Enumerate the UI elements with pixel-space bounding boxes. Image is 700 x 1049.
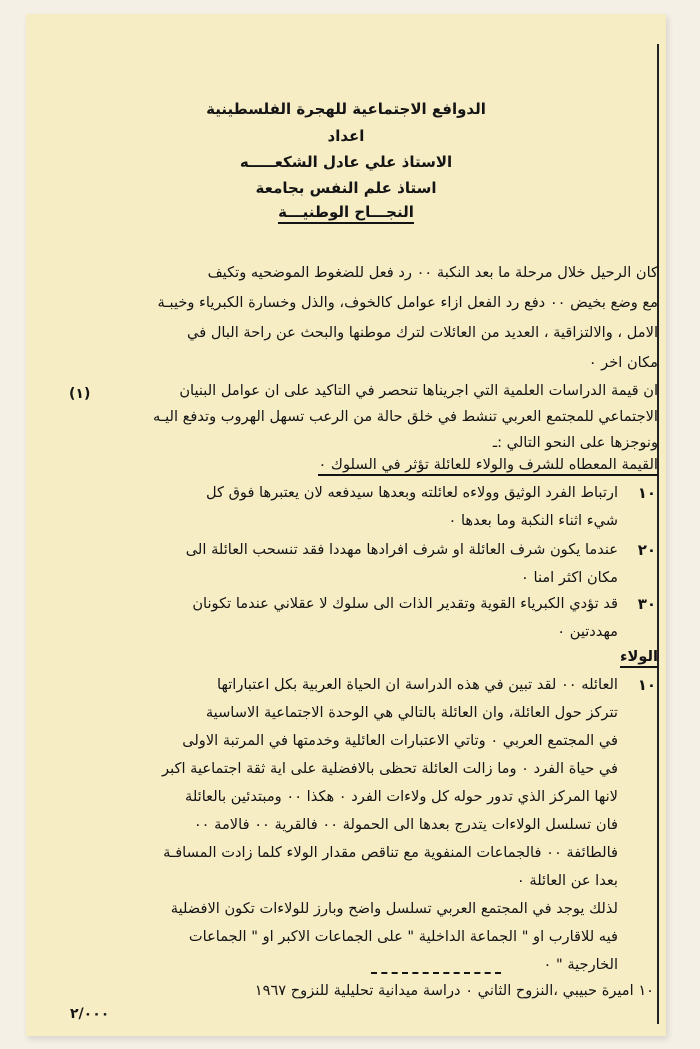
- prepared-by-label: اعداد: [327, 127, 365, 145]
- loyalty-line-3: في المجتمع العربي ٠ وتاتي الاعتبارات العائلية وخدمتها في المرتبة الاولى: [182, 732, 618, 749]
- item-number: ١٠: [637, 484, 656, 502]
- closing-line-2: فيه للاقارب او " الجماعة الداخلية " على الجماعات الاكبر او " الجماعات: [188, 928, 618, 945]
- footnote-separator: [371, 972, 501, 974]
- closing-line-1: لذلك يوجد في المجتمع العربي تسلسل واضح وبارز للولاءات تكون الافضلية: [170, 900, 618, 917]
- author-name: الاستاذ علي عادل الشكعـــــه: [239, 153, 453, 171]
- intro-line-3: الامل ، والالتزاقية ، العديد من العائلات لترك موطنها والبحث عن راحة البال في: [187, 324, 658, 341]
- document-title: الدوافع الاجتماعية للهجرة الفلسطينية: [206, 100, 486, 118]
- university-name: النجـــاح الوطنيـــة: [278, 203, 414, 224]
- loyalty-line-8: بعدا عن العائلة ٠: [516, 872, 618, 889]
- item1-line-1: ارتباط الفرد الوثيق وولاءه لعائلته وبعدها سيدفعه لان يعتبرها فوق كل: [205, 484, 618, 501]
- loyalty-line-2: تتركز حول العائلة، وان العائلة بالتالي هي الوحدة الاجتماعية الاساسية: [205, 704, 618, 721]
- footnote-reference: (١): [69, 386, 91, 402]
- author-position: استاذ علم النفس بجامعة: [255, 179, 437, 197]
- item2-line-2: مكان اكثر امنا ٠: [521, 569, 618, 586]
- intro-line-1: كان الرحيل خلال مرحلة ما بعد النكبة ٠٠ رد فعل للضغوط الموضحيه وتكيف: [207, 264, 658, 281]
- para2-line-2: الاجتماعي للمجتمع العربي تنشط في خلق حالة من الرعب تسهل الهروب وتدفع اليـه: [153, 408, 658, 425]
- intro-line-2: مع وضع بخيض ٠٠ دفع رد الفعل ازاء عوامل كالخوف، والذل وخسارة الكبرياء وخيبـة: [157, 294, 658, 311]
- item-number: ١٠: [637, 676, 656, 694]
- para2-line-1: ان قيمة الدراسات العلمية التي اجريناها تنحصر في التاكيد على ان عوامل البنيان: [179, 382, 658, 399]
- page-number: ٢/٠٠٠: [70, 1006, 110, 1022]
- item2-line-1: عندما يكون شرف العائلة او شرف افرادها مهددا فقد تنسحب العائلة الى: [185, 541, 618, 558]
- item-number: ٣٠: [637, 595, 656, 613]
- intro-line-4: مكان اخر ٠: [588, 354, 658, 371]
- section2-heading: الولاء: [620, 648, 658, 668]
- para2-line-3: ونوجزها على النحو التالي :ـ: [492, 434, 658, 451]
- document-page: [26, 14, 666, 1036]
- footnote-text: ١٠ اميرة حبيبي ،النزوح الثاني ٠ دراسة ميدانية تحليلية للنزوح ١٩٦٧: [254, 982, 654, 999]
- loyalty-line-7: فالطائفة ٠٠ فالجماعات المنفوية مع تناقص مقدار الولاء كلما زادت المسافـة: [163, 844, 618, 861]
- loyalty-line-5: لانها المركز الذي تدور حوله كل ولاءات الفرد ٠ هكذا ٠٠ ومبتدئين بالعائلة: [185, 788, 618, 805]
- right-margin-line: [657, 44, 659, 1024]
- item1-line-2: شيء اثناء النكبة وما بعدها ٠: [448, 512, 618, 529]
- loyalty-line-1: العائله ٠٠ لقد تبين في هذه الدراسة ان الحياة العربية بكل اعتباراتها: [217, 676, 618, 693]
- item3-line-1: قد تؤدي الكبرياء القوية وتقدير الذات الى سلوك لا عقلاني عندما تكونان: [192, 595, 618, 612]
- item-number: ٢٠: [637, 541, 656, 559]
- loyalty-line-6: فان تسلسل الولاءات يتدرج بعدها الى الحمولة ٠٠ فالقرية ٠٠ فالامة ٠٠: [193, 816, 618, 833]
- closing-line-3: الخارجية " ٠: [543, 956, 618, 973]
- section1-heading: القيمة المعطاه للشرف والولاء للعائلة تؤثر في السلوك ٠: [318, 456, 658, 476]
- loyalty-line-4: في حياة الفرد ٠ وما زالت العائلة تحظى بالافضلية على اية ثقة اجتماعية اكبر: [162, 760, 618, 777]
- item3-line-2: مهددتين ٠: [557, 623, 618, 640]
